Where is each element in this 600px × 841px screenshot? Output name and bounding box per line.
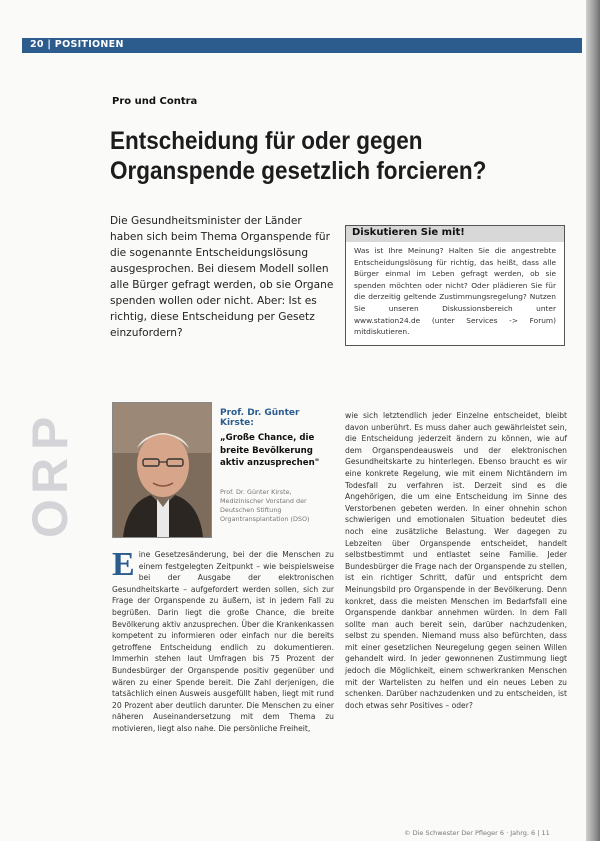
article-intro: Die Gesundheitsminister der Länder haben sich beim Thema Organspende für die sogenannte Entscheidungslösung ausgesprochen. Bei diesem Modell sollen alle Bürger gefragt werden, ob sie Organe spenden wollen oder nicht. Aber: Ist es richtig, diese Entscheidung per Gesetz einzufordern? bbox=[110, 215, 334, 339]
portrait-illustration bbox=[113, 403, 211, 537]
page-edge-shadow bbox=[586, 0, 600, 841]
pro-letter-r: R bbox=[22, 457, 78, 494]
discussion-box-body: Was ist Ihre Meinung? Halten Sie die angestrebte Entscheidungslösung für richtig, das heißt, dass alle Bürger einmal im Leben gefragt werden, ob sie spenden möchten oder nicht? Oder plädieren Sie für die derzeitig geltende Zustimmungsregelung? Nutzen Sie unseren Diskussionsbereich unter www.station24.de (unter Services -> Forum) mitdiskutieren. bbox=[354, 246, 556, 337]
drop-cap: E bbox=[112, 546, 135, 583]
discussion-box-title: Diskutieren Sie mit! bbox=[346, 226, 564, 242]
discussion-box bbox=[345, 225, 565, 346]
column-left-text: ine Gesetzesänderung, bei der die Menschen zu einem festgelegten Zeitpunkt – wie beispielsweise bei der Ausgabe der elektronischen Gesundheitskarte – aufgefordert werden sollen, sich zur Frage der Organspende zu äußern, ist in jedem Fall zu begrüßen. Darin liegt die große Chance, die breite Bevölkerung aktiv anzusprechen. Über die Krankenkassen kompetent zu informieren oder einfach nur die bereits getroffene Entscheidung endlich zu dokumentieren. Immerhin stehen laut Umfragen bis 75 Prozent der Bundesbürger der Organspende positiv gegenüber und wären zu einer Spende bereit. Die Zahl derjenigen, die tatsächlich einen Ausweis ausgefüllt haben, liegt mit rund 20 Prozent aber deutlich darunter. Die Menschen zu einer näheren Auseinandersetzung mit dem Thema zu motivieren, liegt also nahe. Die persönliche Freiheit, bbox=[112, 550, 334, 733]
pro-letter-o: O bbox=[22, 499, 78, 538]
section-header-bar bbox=[22, 38, 582, 53]
pro-letter-p: P bbox=[22, 416, 78, 450]
page-footer: © Die Schwester Der Pfleger 6 · Jahrg. 6 | 11 bbox=[404, 829, 550, 837]
author-bio: Prof. Dr. Günter Kirste, Medizinischer Vorstand der Deutschen Stiftung Organtransplantation (DSO) bbox=[220, 488, 310, 523]
author-name: Prof. Dr. Günter Kirste: bbox=[220, 408, 300, 428]
article-kicker: Pro und Contra bbox=[112, 96, 198, 107]
author-quote: „Große Chance, die breite Bevölkerung aktiv anzusprechen" bbox=[220, 433, 320, 468]
author-portrait bbox=[112, 402, 212, 538]
author-block bbox=[220, 408, 335, 470]
article-column-right: wie sich letztendlich jeder Einzelne entscheidet, bleibt davon unberührt. Es muss daher auch gewährleistet sein, die Entscheidung jederzeit ändern zu können, wie auf dem Organspendeausweis und der elektronischen Gesundheitskarte zu hinterlegen. Ebenso braucht es wir eine konkrete Regelung, wie mit einem Nichtändern im Todesfall zu verfahren ist. Derzeit sind es die Angehörigen, die um eine Entscheidung im Sinne des Verstorbenen gebeten werden. In einer ohnehin schon schwierigen und emotionalen Situation bedeutet dies noch eine zusätzliche Belastung. Wer dagegen zu Lebzeiten über Organspende entscheidet, handelt selbstbestimmt und entlastet seine Familie. Jeder Bundesbürger die Frage nach der Organspende zu stellen, ist ein richtiger Schritt, dafür und entspricht dem Meinungsbild pro Organspende in der Bevölkerung. Denn konkret, dass die meisten Menschen im Bedarfsfall eine Organspende dankbar annehmen würden. In dem Fall sollte man auch bereit sein, darüber nachzudenken, selbst zu spenden. Niemand muss also befürchten, dass mit einer gesetzlichen Neuregelung gegen seinen Willen gehandelt wird. In jeder gewonnenen Zustimmung liegt jedoch die Möglichkeit, einem schwerkranken Menschen mit der Wartelisten zu helfen und ein neues Leben zu schenken. Darüber nachzudenken und zu entscheiden, ist doch etwas sehr Positives – oder? bbox=[345, 411, 567, 710]
article-headline: Entscheidung für oder gegen Organspende gesetzlich forcieren? bbox=[110, 127, 487, 185]
article-column-left bbox=[112, 546, 334, 735]
pro-side-label bbox=[20, 398, 80, 538]
section-label: 20 | POSITIONEN bbox=[30, 39, 124, 50]
